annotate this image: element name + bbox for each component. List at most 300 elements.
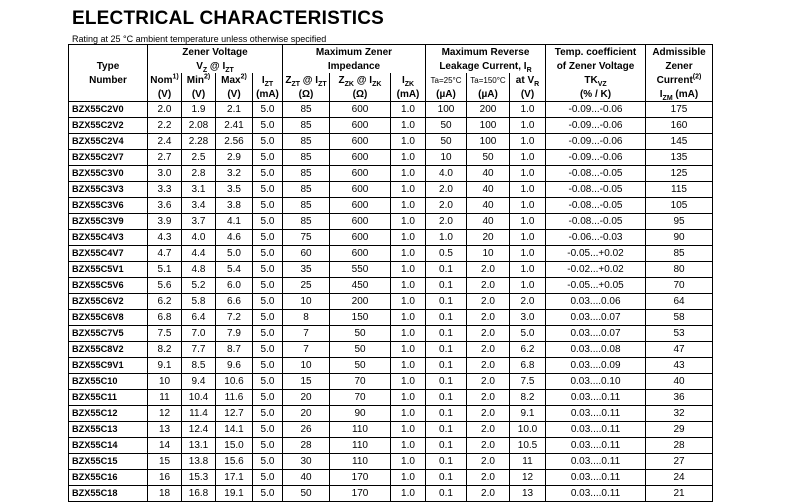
- value-cell: 2.0: [426, 214, 467, 230]
- value-cell: 2.0: [467, 326, 510, 342]
- value-cell: 1.0: [510, 166, 546, 182]
- value-cell: 0.1: [426, 486, 467, 502]
- value-cell: 1.0: [391, 166, 426, 182]
- table-row: [69, 422, 713, 438]
- value-cell: 5.0: [253, 326, 283, 342]
- value-cell: 18: [148, 486, 182, 502]
- current-header: Current$^{(2)}$: [646, 73, 713, 87]
- value-cell: 125: [646, 166, 713, 182]
- value-cell: 2.41: [216, 118, 253, 134]
- value-cell: 0.03....0.11: [546, 422, 646, 438]
- type-number-cell: BZX55C15: [69, 454, 148, 470]
- value-cell: -0.09...-0.06: [546, 118, 646, 134]
- value-cell: 2.0: [467, 470, 510, 486]
- table-row: [69, 118, 713, 134]
- value-cell: 2.28: [182, 134, 216, 150]
- value-cell: 50: [467, 150, 510, 166]
- value-cell: 40: [283, 470, 330, 486]
- value-cell: 8.5: [182, 358, 216, 374]
- table-row: [69, 214, 713, 230]
- value-cell: 600: [330, 230, 391, 246]
- value-cell: 2.4: [148, 134, 182, 150]
- value-cell: 12.7: [216, 406, 253, 422]
- unit-tkvz: (% / K): [546, 87, 646, 102]
- type-number-cell: BZX55C16: [69, 470, 148, 486]
- value-cell: 85: [283, 198, 330, 214]
- value-cell: 1.0: [391, 262, 426, 278]
- min-header: Min$^{2)}$: [182, 73, 216, 87]
- value-cell: 60: [283, 246, 330, 262]
- value-cell: 2.0: [467, 486, 510, 502]
- value-cell: 7.5: [510, 374, 546, 390]
- value-cell: 1.0: [510, 102, 546, 118]
- value-cell: 16.8: [182, 486, 216, 502]
- type-number-cell: BZX55C4V7: [69, 246, 148, 262]
- electrical-characteristics-table: [68, 44, 713, 502]
- value-cell: 70: [330, 390, 391, 406]
- value-cell: 13: [510, 486, 546, 502]
- value-cell: 85: [283, 214, 330, 230]
- impedance-header: Impedance: [283, 59, 426, 73]
- max-zener-header: Maximum Zener: [283, 45, 426, 60]
- value-cell: 0.03....0.07: [546, 326, 646, 342]
- value-cell: 3.2: [216, 166, 253, 182]
- value-cell: 1.0: [391, 374, 426, 390]
- unit-zzt: (Ω): [283, 87, 330, 102]
- value-cell: 70: [330, 374, 391, 390]
- value-cell: 1.0: [391, 470, 426, 486]
- value-cell: 2.2: [148, 118, 182, 134]
- unit-zzk: (Ω): [330, 87, 391, 102]
- value-cell: 5.0: [253, 422, 283, 438]
- value-cell: 600: [330, 134, 391, 150]
- value-cell: 32: [646, 406, 713, 422]
- value-cell: -0.09...-0.06: [546, 134, 646, 150]
- value-cell: 10: [283, 294, 330, 310]
- table-row: [69, 374, 713, 390]
- value-cell: 85: [283, 102, 330, 118]
- value-cell: 6.8: [148, 310, 182, 326]
- value-cell: 0.1: [426, 422, 467, 438]
- type-number-cell: BZX55C2V4: [69, 134, 148, 150]
- value-cell: 10.6: [216, 374, 253, 390]
- value-cell: 1.0: [510, 182, 546, 198]
- value-cell: 1.9: [182, 102, 216, 118]
- value-cell: 15: [148, 454, 182, 470]
- value-cell: 47: [646, 342, 713, 358]
- value-cell: 0.03....0.11: [546, 486, 646, 502]
- value-cell: 5.0: [253, 150, 283, 166]
- value-cell: 1.0: [391, 198, 426, 214]
- value-cell: 85: [283, 182, 330, 198]
- value-cell: 13.8: [182, 454, 216, 470]
- value-cell: 3.0: [510, 310, 546, 326]
- value-cell: 1.0: [391, 438, 426, 454]
- table-row: [69, 438, 713, 454]
- value-cell: 11.6: [216, 390, 253, 406]
- value-cell: 0.03....0.11: [546, 454, 646, 470]
- value-cell: 5.8: [182, 294, 216, 310]
- value-cell: 3.1: [182, 182, 216, 198]
- unit-izt: (mA): [253, 87, 283, 102]
- table-row: [69, 454, 713, 470]
- temp-coeff-header: Temp. coefficient: [546, 45, 646, 60]
- value-cell: 16: [148, 470, 182, 486]
- value-cell: 100: [467, 118, 510, 134]
- table-row: [69, 278, 713, 294]
- value-cell: 1.0: [391, 134, 426, 150]
- unit-ta25: (µA): [426, 87, 467, 102]
- value-cell: 0.1: [426, 342, 467, 358]
- nom-header: Nom$^{1)}$: [148, 73, 182, 87]
- type-header: Type: [69, 45, 148, 74]
- type-number-cell: BZX55C13: [69, 422, 148, 438]
- type-number-cell: BZX55C11: [69, 390, 148, 406]
- value-cell: 5.0: [253, 454, 283, 470]
- value-cell: 9.1: [510, 406, 546, 422]
- value-cell: 5.0: [253, 182, 283, 198]
- table-row: [69, 182, 713, 198]
- value-cell: 2.0: [510, 294, 546, 310]
- table-row: [69, 262, 713, 278]
- blank-unit-header: [69, 87, 148, 102]
- value-cell: 200: [467, 102, 510, 118]
- value-cell: 600: [330, 198, 391, 214]
- table-row: [69, 134, 713, 150]
- value-cell: 6.4: [182, 310, 216, 326]
- value-cell: 5.0: [253, 358, 283, 374]
- value-cell: 2.0: [467, 278, 510, 294]
- value-cell: 3.4: [182, 198, 216, 214]
- value-cell: 10.0: [510, 422, 546, 438]
- unit-izk: (mA): [391, 87, 426, 102]
- value-cell: 50: [283, 486, 330, 502]
- value-cell: 0.1: [426, 390, 467, 406]
- ta25-header: Ta=25°C: [426, 73, 467, 87]
- value-cell: 1.0: [391, 150, 426, 166]
- value-cell: 6.0: [216, 278, 253, 294]
- value-cell: 2.0: [467, 358, 510, 374]
- value-cell: 10: [426, 150, 467, 166]
- value-cell: 1.0: [391, 422, 426, 438]
- type-number-cell: BZX55C9V1: [69, 358, 148, 374]
- type-number-cell: BZX55C2V7: [69, 150, 148, 166]
- value-cell: 200: [330, 294, 391, 310]
- value-cell: 11.4: [182, 406, 216, 422]
- value-cell: 160: [646, 118, 713, 134]
- value-cell: 2.1: [216, 102, 253, 118]
- value-cell: 110: [330, 422, 391, 438]
- value-cell: 21: [646, 486, 713, 502]
- value-cell: 600: [330, 182, 391, 198]
- value-cell: 50: [330, 342, 391, 358]
- value-cell: 5.0: [253, 470, 283, 486]
- value-cell: 4.4: [182, 246, 216, 262]
- value-cell: 11: [510, 454, 546, 470]
- value-cell: 13.1: [182, 438, 216, 454]
- value-cell: 70: [646, 278, 713, 294]
- value-cell: 1.0: [510, 214, 546, 230]
- value-cell: 11: [148, 390, 182, 406]
- value-cell: 43: [646, 358, 713, 374]
- value-cell: 1.0: [391, 118, 426, 134]
- value-cell: 110: [330, 454, 391, 470]
- value-cell: 1.0: [391, 486, 426, 502]
- value-cell: 1.0: [510, 134, 546, 150]
- value-cell: 1.0: [510, 246, 546, 262]
- type-number-cell: BZX55C10: [69, 374, 148, 390]
- unit-min: (V): [182, 87, 216, 102]
- value-cell: 1.0: [391, 230, 426, 246]
- value-cell: 5.0: [253, 262, 283, 278]
- value-cell: 2.7: [148, 150, 182, 166]
- table-row: [69, 326, 713, 342]
- value-cell: 40: [646, 374, 713, 390]
- value-cell: 6.2: [510, 342, 546, 358]
- value-cell: 1.0: [391, 278, 426, 294]
- value-cell: 5.0: [253, 246, 283, 262]
- table-row: [69, 198, 713, 214]
- value-cell: 550: [330, 262, 391, 278]
- value-cell: 0.1: [426, 438, 467, 454]
- value-cell: 0.1: [426, 374, 467, 390]
- value-cell: 80: [646, 262, 713, 278]
- value-cell: 5.0: [253, 118, 283, 134]
- value-cell: 1.0: [510, 118, 546, 134]
- value-cell: 1.0: [391, 454, 426, 470]
- value-cell: 1.0: [510, 150, 546, 166]
- value-cell: 2.9: [216, 150, 253, 166]
- value-cell: 1.0: [510, 262, 546, 278]
- value-cell: 0.1: [426, 406, 467, 422]
- value-cell: 12: [148, 406, 182, 422]
- number-header: Number: [69, 73, 148, 87]
- value-cell: 100: [426, 102, 467, 118]
- table-row: [69, 246, 713, 262]
- value-cell: 5.2: [182, 278, 216, 294]
- value-cell: 115: [646, 182, 713, 198]
- value-cell: 85: [283, 134, 330, 150]
- value-cell: 7: [283, 342, 330, 358]
- value-cell: 2.0: [467, 454, 510, 470]
- type-number-cell: BZX55C2V2: [69, 118, 148, 134]
- value-cell: 1.0: [510, 198, 546, 214]
- value-cell: 19.1: [216, 486, 253, 502]
- value-cell: 1.0: [391, 326, 426, 342]
- value-cell: 20: [283, 406, 330, 422]
- value-cell: 600: [330, 150, 391, 166]
- value-cell: 1.0: [391, 358, 426, 374]
- value-cell: 5.1: [148, 262, 182, 278]
- leakage-header: Leakage Current, $I_R$: [426, 59, 546, 73]
- value-cell: 4.0: [426, 166, 467, 182]
- value-cell: 1.0: [426, 230, 467, 246]
- value-cell: 8.2: [148, 342, 182, 358]
- value-cell: 0.1: [426, 358, 467, 374]
- max-reverse-header: Maximum Reverse: [426, 45, 546, 60]
- value-cell: 64: [646, 294, 713, 310]
- value-cell: 29: [646, 422, 713, 438]
- value-cell: 5.0: [253, 166, 283, 182]
- value-cell: -0.09...-0.06: [546, 102, 646, 118]
- unit-vr: (V): [510, 87, 546, 102]
- type-number-cell: BZX55C5V1: [69, 262, 148, 278]
- value-cell: 25: [283, 278, 330, 294]
- type-number-cell: BZX55C18: [69, 486, 148, 502]
- value-cell: 110: [330, 438, 391, 454]
- value-cell: 3.3: [148, 182, 182, 198]
- value-cell: 75: [283, 230, 330, 246]
- value-cell: 35: [283, 262, 330, 278]
- value-cell: 10: [467, 246, 510, 262]
- value-cell: 15.0: [216, 438, 253, 454]
- value-cell: 85: [283, 166, 330, 182]
- value-cell: 7.2: [216, 310, 253, 326]
- value-cell: 1.0: [391, 214, 426, 230]
- value-cell: 50: [426, 118, 467, 134]
- table-row: [69, 310, 713, 326]
- value-cell: 0.03....0.06: [546, 294, 646, 310]
- izk-header: $I_{ZK}$: [391, 73, 426, 87]
- value-cell: 8.7: [216, 342, 253, 358]
- value-cell: 40: [467, 182, 510, 198]
- value-cell: 90: [330, 406, 391, 422]
- value-cell: 2.56: [216, 134, 253, 150]
- value-cell: 170: [330, 486, 391, 502]
- value-cell: 5.0: [253, 310, 283, 326]
- izt-header: $I_{ZT}$: [253, 73, 283, 87]
- value-cell: 5.0: [253, 198, 283, 214]
- value-cell: 5.0: [253, 102, 283, 118]
- value-cell: 600: [330, 214, 391, 230]
- value-cell: 600: [330, 118, 391, 134]
- max-header: Max$^{2)}$: [216, 73, 253, 87]
- type-number-cell: BZX55C8V2: [69, 342, 148, 358]
- type-number-cell: BZX55C14: [69, 438, 148, 454]
- value-cell: 2.0: [467, 294, 510, 310]
- type-number-cell: BZX55C6V2: [69, 294, 148, 310]
- value-cell: 3.7: [182, 214, 216, 230]
- value-cell: 10.4: [182, 390, 216, 406]
- value-cell: 2.0: [467, 406, 510, 422]
- unit-max: (V): [216, 87, 253, 102]
- value-cell: 8.2: [510, 390, 546, 406]
- value-cell: 2.0: [467, 422, 510, 438]
- value-cell: 7.5: [148, 326, 182, 342]
- value-cell: 1.0: [391, 342, 426, 358]
- value-cell: 5.0: [253, 342, 283, 358]
- value-cell: 2.8: [182, 166, 216, 182]
- unit-izm: $I_{ZM}$ (mA): [646, 87, 713, 102]
- value-cell: 0.03....0.09: [546, 358, 646, 374]
- value-cell: 28: [646, 438, 713, 454]
- type-number-cell: BZX55C3V6: [69, 198, 148, 214]
- value-cell: 24: [646, 470, 713, 486]
- value-cell: 6.2: [148, 294, 182, 310]
- value-cell: 7.9: [216, 326, 253, 342]
- value-cell: 4.0: [182, 230, 216, 246]
- value-cell: 14: [148, 438, 182, 454]
- table-row: [69, 406, 713, 422]
- zener-voltage-header: Zener Voltage: [148, 45, 283, 60]
- value-cell: 4.1: [216, 214, 253, 230]
- value-cell: 0.1: [426, 454, 467, 470]
- value-cell: 600: [330, 166, 391, 182]
- admissible-header: Admissible: [646, 45, 713, 60]
- value-cell: 7.0: [182, 326, 216, 342]
- value-cell: 85: [283, 118, 330, 134]
- type-number-cell: BZX55C6V8: [69, 310, 148, 326]
- value-cell: 1.0: [510, 278, 546, 294]
- value-cell: 0.5: [426, 246, 467, 262]
- value-cell: 5.0: [253, 134, 283, 150]
- value-cell: 58: [646, 310, 713, 326]
- value-cell: 7: [283, 326, 330, 342]
- zzt-header: $Z_{ZT}$ @ $I_{ZT}$: [283, 73, 330, 87]
- value-cell: 5.6: [148, 278, 182, 294]
- value-cell: 2.08: [182, 118, 216, 134]
- value-cell: 0.03....0.11: [546, 470, 646, 486]
- type-number-cell: BZX55C4V3: [69, 230, 148, 246]
- value-cell: 4.7: [148, 246, 182, 262]
- type-number-cell: BZX55C3V3: [69, 182, 148, 198]
- value-cell: 1.0: [391, 294, 426, 310]
- value-cell: 2.0: [426, 198, 467, 214]
- value-cell: 12: [510, 470, 546, 486]
- value-cell: 17.1: [216, 470, 253, 486]
- zzk-header: $Z_{ZK}$ @ $I_{ZK}$: [330, 73, 391, 87]
- value-cell: 4.3: [148, 230, 182, 246]
- type-number-cell: BZX55C3V0: [69, 166, 148, 182]
- value-cell: 20: [283, 390, 330, 406]
- value-cell: 5.0: [253, 294, 283, 310]
- value-cell: 5.0: [253, 214, 283, 230]
- value-cell: -0.02...+0.02: [546, 262, 646, 278]
- value-cell: 100: [467, 134, 510, 150]
- page-subtitle: Rating at 25 °C ambient temperature unless otherwise specified: [72, 34, 327, 44]
- value-cell: 5.0: [253, 230, 283, 246]
- value-cell: 600: [330, 102, 391, 118]
- value-cell: 2.5: [182, 150, 216, 166]
- at-vr-header: at $V_R$: [510, 73, 546, 87]
- value-cell: 12.4: [182, 422, 216, 438]
- value-cell: 150: [330, 310, 391, 326]
- value-cell: -0.08...-0.05: [546, 182, 646, 198]
- table-row: [69, 470, 713, 486]
- value-cell: 0.03....0.11: [546, 406, 646, 422]
- value-cell: 3.8: [216, 198, 253, 214]
- value-cell: 7.7: [182, 342, 216, 358]
- value-cell: 1.0: [391, 390, 426, 406]
- value-cell: 5.0: [253, 278, 283, 294]
- value-cell: 5.0: [253, 486, 283, 502]
- value-cell: 145: [646, 134, 713, 150]
- value-cell: 26: [283, 422, 330, 438]
- value-cell: 36: [646, 390, 713, 406]
- value-cell: 0.1: [426, 294, 467, 310]
- value-cell: 30: [283, 454, 330, 470]
- table-row: [69, 150, 713, 166]
- table-row: [69, 342, 713, 358]
- value-cell: 10: [283, 358, 330, 374]
- page-title: ELECTRICAL CHARACTERISTICS: [72, 8, 385, 29]
- value-cell: 5.0: [253, 406, 283, 422]
- value-cell: 5.0: [253, 438, 283, 454]
- unit-ta150: (µA): [467, 87, 510, 102]
- value-cell: -0.06...-0.03: [546, 230, 646, 246]
- value-cell: 3.6: [148, 198, 182, 214]
- value-cell: 15.6: [216, 454, 253, 470]
